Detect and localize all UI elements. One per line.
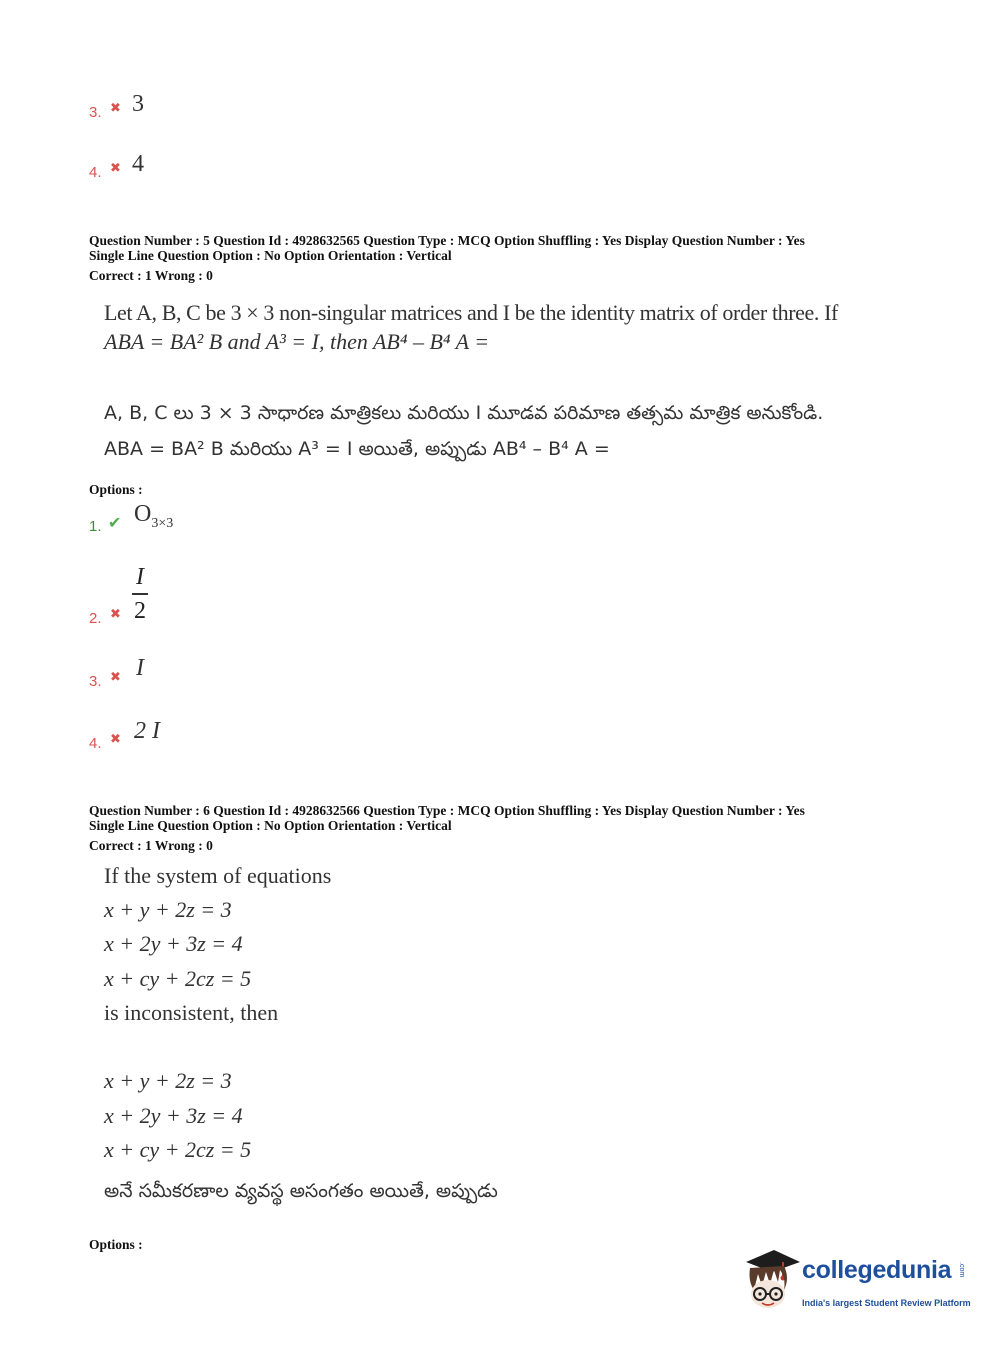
option-number: 4.: [89, 164, 102, 181]
brand-domain: .com: [958, 1262, 965, 1278]
wrong-icon: ✖: [110, 101, 121, 116]
option-number: 2.: [89, 610, 102, 627]
question-meta-line1: Question Number : 6 Question Id : 4928632566 Question Type : MCQ Option Shuffling : Yes Display Question Number : Yes: [89, 803, 805, 818]
option-value: 3: [132, 91, 144, 117]
options-label: Options :: [89, 1237, 143, 1252]
option-value: 4: [132, 151, 144, 177]
option-number: 3.: [89, 673, 102, 690]
equation-3-telugu: x + cy + 2cz = 5: [104, 1137, 252, 1162]
correct-check-icon: ✔: [108, 513, 122, 532]
equation-1: x + y + 2z = 3: [104, 897, 232, 922]
question-meta-line2: Single Line Question Option : No Option Orientation : Vertical: [89, 818, 452, 833]
equation-2: x + 2y + 3z = 4: [104, 931, 243, 956]
question-outro-telugu: అనే సమీకరణాల వ్యవస్థ అసంగతం అయితే, అప్పుడు: [104, 1180, 498, 1202]
collegedunia-logo: [740, 1248, 970, 1318]
question-text-telugu-line2: ABA = BA² B మరియు A³ = I అయితే, అప్పుడు AB⁴ – B⁴ A =: [104, 438, 610, 460]
question-meta-line1: Question Number : 5 Question Id : 4928632565 Question Type : MCQ Option Shuffling : Yes Display Question Number : Yes: [89, 233, 805, 248]
brand-name: collegedunia: [802, 1256, 952, 1284]
question-intro-english: If the system of equations: [104, 863, 332, 888]
question-outro-english: is inconsistent, then: [104, 1000, 279, 1025]
question-text-english-line2: ABA = BA² B and A³ = I, then AB⁴ – B⁴ A =: [104, 329, 490, 354]
question-text-telugu-line1: A, B, C లు 3 × 3 సాధారణ మాత్రికలు మరియు I మూడవ పరిమాణ తత్సమ మాత్రిక అనుకోండి.: [104, 402, 824, 424]
equation-2-telugu: x + 2y + 3z = 4: [104, 1103, 243, 1128]
question-text-english-line1: Let A, B, C be 3 × 3 non-singular matrices and I be the identity matrix of order three. If: [104, 300, 838, 325]
equation-3: x + cy + 2cz = 5: [104, 966, 252, 991]
mascot-icon: [740, 1248, 802, 1312]
question-meta-line2: Single Line Question Option : No Option Orientation : Vertical: [89, 248, 452, 263]
options-label: Options :: [89, 482, 143, 497]
option-number: 1.: [89, 518, 102, 535]
option-value: 2 I: [134, 718, 160, 744]
option-number: 3.: [89, 104, 102, 121]
wrong-icon: ✖: [110, 670, 121, 685]
wrong-icon: ✖: [110, 732, 121, 747]
wrong-icon: ✖: [110, 161, 121, 176]
option-value: I: [136, 655, 144, 681]
option-fraction: I 2: [134, 564, 146, 624]
question-marks: Correct : 1 Wrong : 0: [89, 268, 213, 283]
wrong-icon: ✖: [110, 607, 121, 622]
question-marks: Correct : 1 Wrong : 0: [89, 838, 213, 853]
equation-1-telugu: x + y + 2z = 3: [104, 1068, 232, 1093]
option-number: 4.: [89, 735, 102, 752]
option-value: $O_{3\times 3}$: [134, 501, 174, 531]
brand-tagline: India's largest Student Review Platform: [802, 1298, 971, 1308]
